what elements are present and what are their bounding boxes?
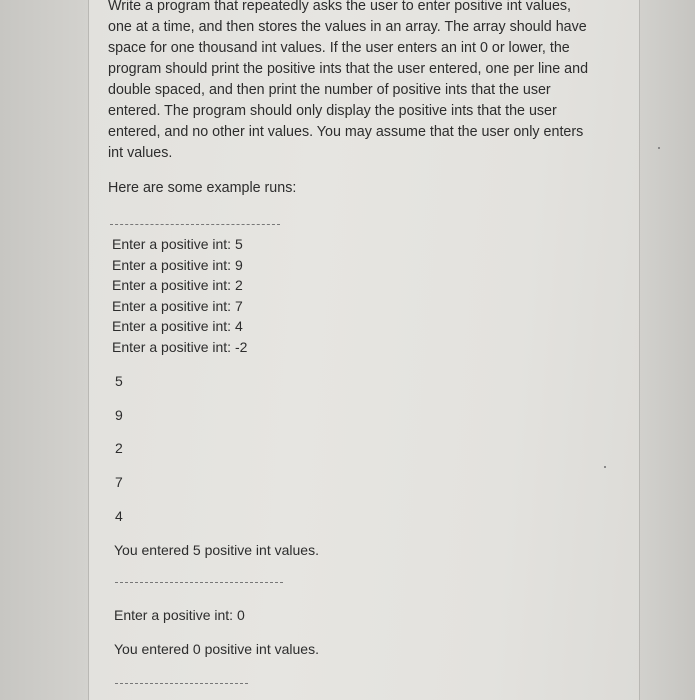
paragraph-line-3: space for one thousand int values. If the user enters an int 0 or lower, the xyxy=(108,40,570,56)
run1-prompt-4: Enter a positive int: 7 xyxy=(112,298,243,314)
paragraph-line-7: entered, and no other int values. You may assume that the user only enters xyxy=(108,124,584,140)
separator-line-3 xyxy=(115,683,248,684)
run1-prompt-5: Enter a positive int: 4 xyxy=(112,318,243,334)
left-background-strip xyxy=(0,0,88,700)
run1-output-2: 9 xyxy=(115,407,123,423)
example-heading: Here are some example runs: xyxy=(108,180,297,196)
paragraph-line-1: Write a program that repeatedly asks the user to enter positive int values, xyxy=(108,0,572,14)
paragraph-line-2: one at a time, and then stores the values in an array. The array should have xyxy=(108,19,587,35)
run1-output-3: 2 xyxy=(115,440,123,456)
paper-speck xyxy=(658,147,660,149)
paper-speck xyxy=(604,466,606,468)
paragraph-line-6: entered. The program should only display the positive ints that the user xyxy=(108,103,557,119)
run2-summary: You entered 0 positive int values. xyxy=(114,641,319,657)
paragraph-line-4: program should print the positive ints that the user entered, one per line and xyxy=(108,61,589,77)
run1-prompt-1: Enter a positive int: 5 xyxy=(112,236,243,252)
run1-prompt-2: Enter a positive int: 9 xyxy=(112,257,243,273)
right-background-strip xyxy=(639,0,695,700)
separator-line-2 xyxy=(115,582,283,583)
separator-line-1 xyxy=(110,224,280,225)
run1-output-1: 5 xyxy=(115,373,123,389)
run1-output-4: 7 xyxy=(115,474,123,490)
paragraph-line-5: double spaced, and then print the number of positive ints that the user xyxy=(108,82,551,98)
run1-output-5: 4 xyxy=(115,508,123,524)
paragraph-line-8: int values. xyxy=(108,145,173,161)
run1-summary: You entered 5 positive int values. xyxy=(114,542,319,558)
run1-prompt-3: Enter a positive int: 2 xyxy=(112,277,243,293)
run1-prompt-6: Enter a positive int: -2 xyxy=(112,339,248,355)
run2-prompt: Enter a positive int: 0 xyxy=(114,607,245,623)
